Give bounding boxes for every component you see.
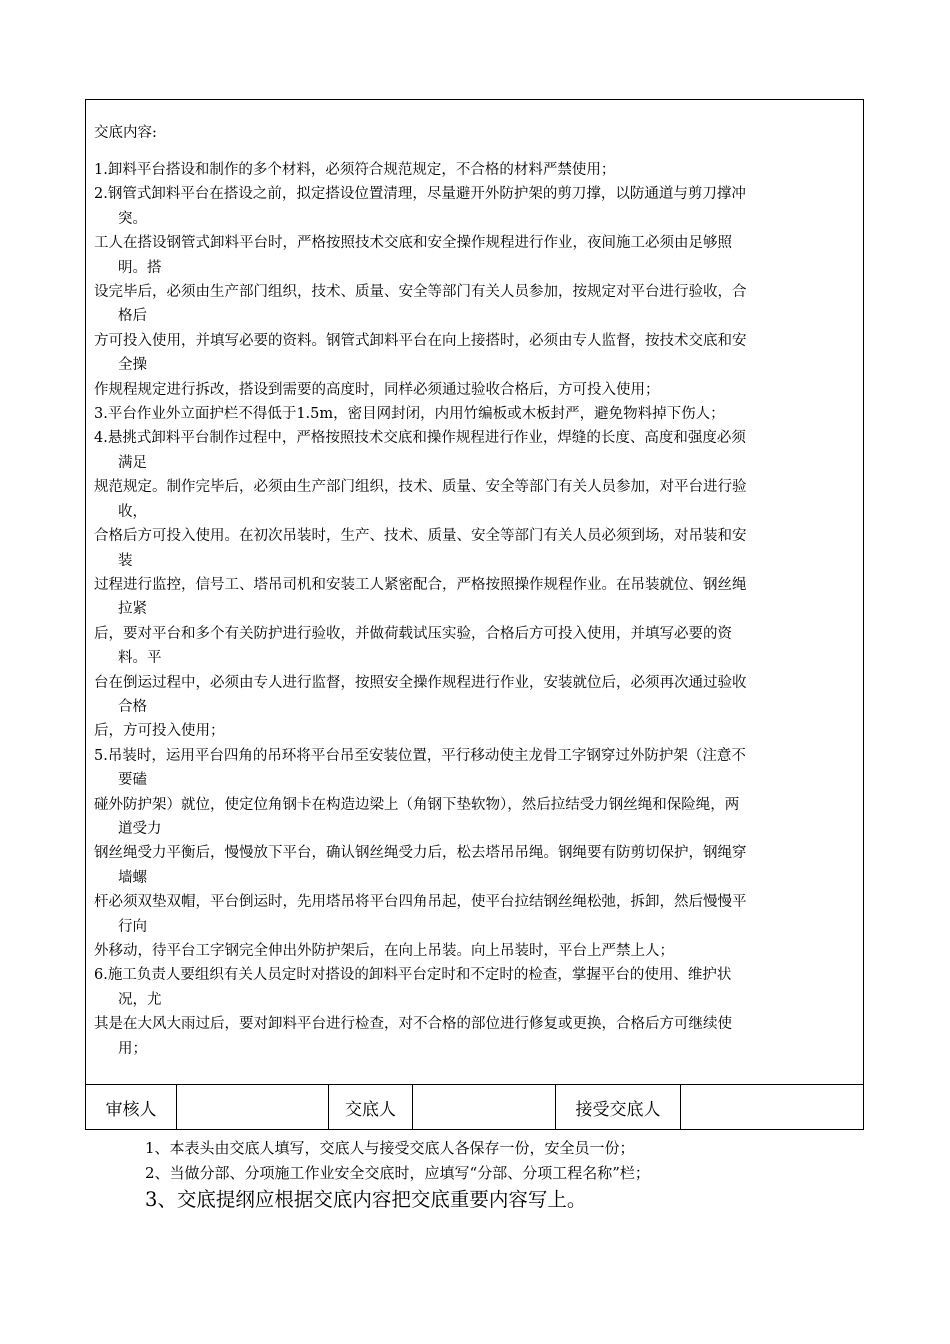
signature-row (86, 1084, 863, 1130)
content-line: 碰外防护架）就位，使定位角钢卡在构造边梁上（角钢下垫软物），然后拉结受力钢丝绳和保险绳，两 (94, 796, 740, 813)
content-line: 5.吊装时，运用平台四角的吊环将平台吊至安装位置，平行移动使主龙骨工字钢穿过外防护架（注意不 (94, 747, 746, 764)
content-line: 收， (118, 503, 147, 520)
reviewer-label: 审核人 (86, 1085, 177, 1130)
content-line: 料。平 (118, 650, 162, 667)
presenter-value[interactable] (413, 1085, 556, 1130)
receiver-label: 接受交底人 (556, 1085, 681, 1130)
content-line: 道受力 (118, 820, 162, 837)
content-line: 1.卸料平台搭设和制作的多个材料，必须符合规范规定，不合格的材料严禁使用； (94, 162, 616, 178)
presenter-label: 交底人 (329, 1085, 413, 1130)
reviewer-value[interactable] (177, 1085, 329, 1130)
content-line: 杆必须双垫双帽，平台倒运时，先用塔吊将平台四角吊起，使平台拉结钢丝绳松弛，拆卸，然后慢慢平 (94, 894, 747, 911)
content-line: 突。 (118, 210, 147, 227)
receiver-value[interactable] (681, 1085, 863, 1130)
content-line: 况，尤 (118, 991, 162, 1008)
content-line: 4.悬挑式卸料平台制作过程中，严格按照技术交底和操作规程进行作业，焊缝的长度、高度和强度必须 (94, 430, 746, 447)
disclosure-content (86, 100, 863, 1084)
content-line: 3.平台作业外立面护栏不得低于1.5m，密目网封闭，内用竹编板或木板封严，避免物料掉下伤人； (94, 406, 725, 423)
content-line: 设完毕后，必须由生产部门组织，技术、质量、安全等部门有关人员参加，按规定对平台进行验收，合 (94, 284, 747, 301)
content-line: 过程进行监控，信号工、塔吊司机和安装工人紧密配合，严格按照操作规程作业。在吊装就位、钢丝绳 (94, 576, 747, 593)
content-line: 用； (118, 1040, 147, 1057)
content-line: 明。搭 (118, 259, 162, 276)
content-line: 台在倒运过程中，必须由专人进行监督，按照安全操作规程进行作业，安装就位后，必须再次通过验收 (94, 674, 747, 691)
content-line: 后，方可投入使用； (94, 723, 225, 740)
content-line: 方可投入使用，并填写必要的资料。钢管式卸料平台在向上接搭时，必须由专人监督，按技术交底和安 (94, 332, 747, 349)
content-line: 格后 (118, 308, 147, 325)
content-line: 拉紧 (118, 601, 147, 618)
content-line: 全操 (118, 357, 147, 374)
content-line: 后，要对平台和多个有关防护进行验收，并做荷载试压实验，合格后方可投入使用，并填写必要的资 (94, 625, 732, 642)
content-line: 6.施工负责人要组织有关人员定时对搭设的卸料平台定时和不定时的检查，掌握平台的使用、维护状 (94, 967, 732, 984)
note-item: 3、交底提纲应根据交底内容把交底重要内容写上。 (145, 1188, 587, 1211)
content-line: 作规程规定进行拆改，搭设到需要的高度时，同样必须通过验收合格后，方可投入使用； (94, 381, 660, 398)
note-item: 2、当做分部、分项施工作业安全交底时，应填写“分部、分项工程名称”栏； (145, 1163, 650, 1182)
content-line: 合格 (118, 698, 147, 715)
content-line: 合格后方可投入使用。在初次吊装时，生产、技术、质量、安全等部门有关人员必须到场，对吊装和安 (94, 528, 747, 545)
content-heading: 交底内容: (94, 125, 157, 141)
content-line: 其是在大风大雨过后，要对卸料平台进行检查，对不合格的部位进行修复或更换，合格后方可继续使 (94, 1016, 732, 1033)
content-line: 要磕 (118, 772, 147, 789)
content-line: 外移动，待平台工字钢完全伸出外防护架后，在向上吊装。向上吊装时，平台上严禁上人； (94, 943, 674, 959)
content-line: 满足 (118, 454, 147, 471)
content-line: 墙螺 (118, 869, 147, 886)
disclosure-form (85, 99, 864, 1130)
content-line: 钢丝绳受力平衡后，慢慢放下平台，确认钢丝绳受力后，松去塔吊吊绳。钢绳要有防剪切保护，钢绳穿 (94, 845, 747, 862)
content-line: 工人在搭设钢管式卸料平台时，严格按照技术交底和安全操作规程进行作业，夜间施工必须由足够照 (94, 235, 732, 252)
content-line: 规范规定。制作完毕后，必须由生产部门组织，技术、质量、安全等部门有关人员参加，对平台进行验 (94, 479, 747, 496)
content-line: 装 (118, 552, 133, 569)
note-item: 1、本表头由交底人填写，交底人与接受交底人各保存一份，安全员一份； (145, 1139, 635, 1157)
content-line: 行向 (118, 918, 147, 935)
content-line: 2.钢管式卸料平台在搭设之前，拟定搭设位置清理，尽量避开外防护架的剪刀撑，以防通道与剪刀撑冲 (94, 186, 746, 203)
form-notes (145, 1136, 650, 1215)
